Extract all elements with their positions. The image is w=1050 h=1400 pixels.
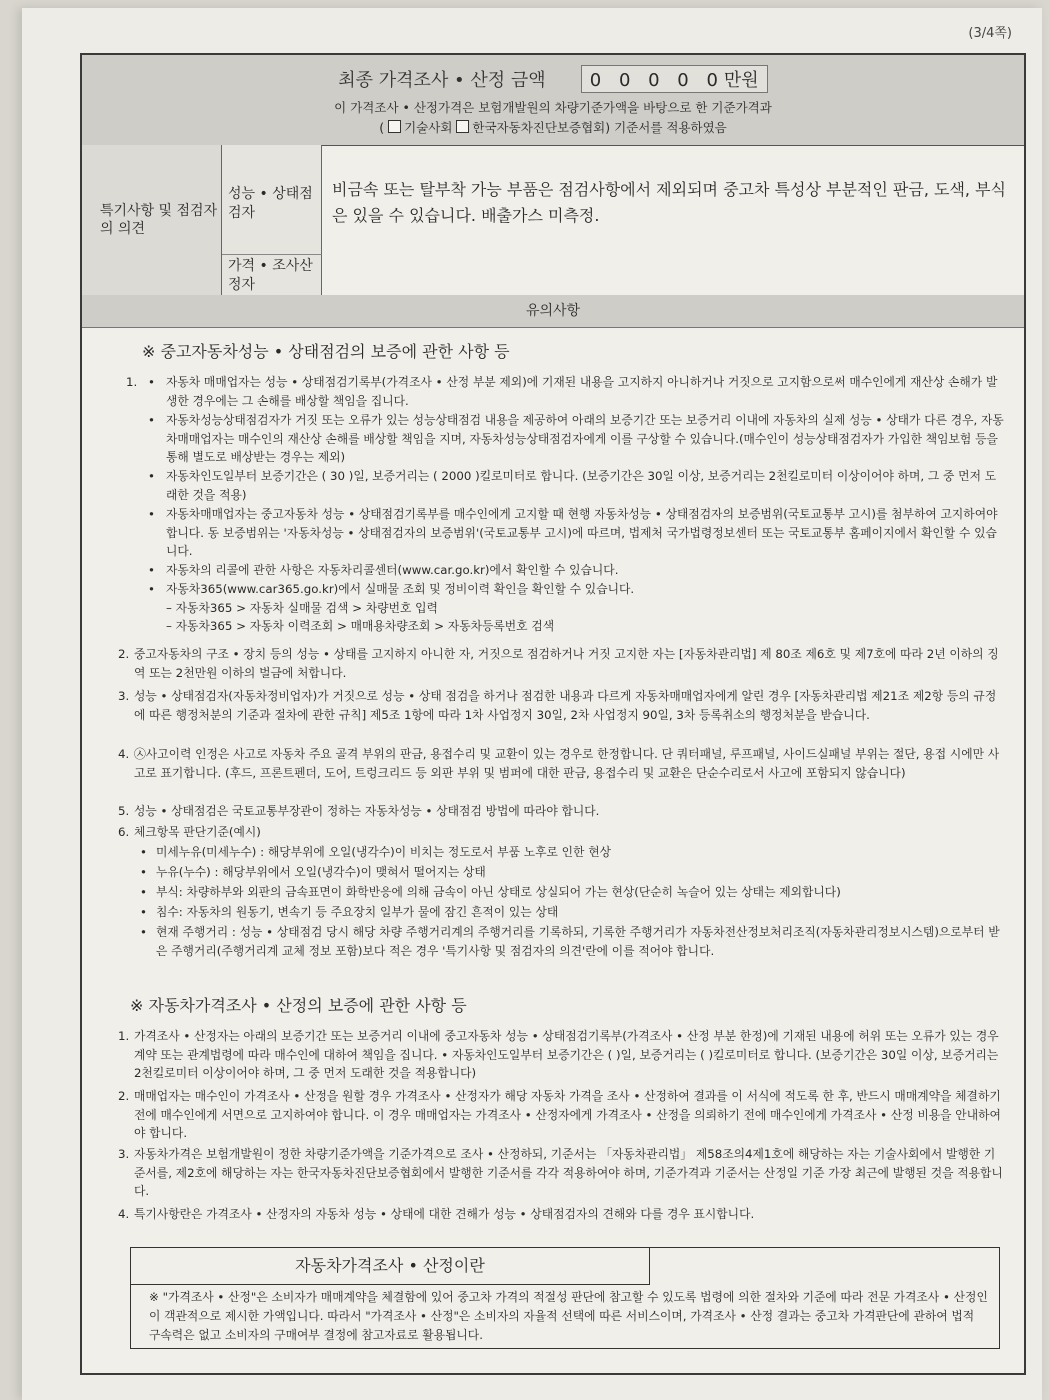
bullet-dot: • [148, 507, 155, 521]
item-number: 1. [126, 375, 138, 389]
section2-item-4 [118, 1205, 1006, 1224]
section1-item-4 [118, 745, 1006, 782]
notice-title: 유의사항 [82, 295, 1024, 328]
section2-item-3 [118, 1145, 1006, 1201]
item-text: ㉦사고이력 인정은 사고로 자동차 주요 골격 부위의 판금, 용접수리 및 교환이 있는 경우로 한정합니다. 단 쿼터패널, 루프패널, 사이드실패널 부위는 절단, 용접 시에만 사고로 표기합니다. (후드, 프론트펜더, 도어, 트렁크리드 등 외판 부위 및 범퍼에 대한 판금, 용접수리 및 교환은 단순수리로서 사고에 포함되지 않습니다) [134, 747, 1000, 780]
bullet-item [148, 373, 1006, 411]
criteria-text: 부식: 차량하부와 외판의 금속표면이 화학반응에 의해 금속이 아닌 상태로 상실되어 가는 현상(단순히 녹슬어 있는 상태는 제외합니다) [156, 885, 841, 899]
standard-option-diagnosis-association: 한국자동차진단보증협회) [472, 120, 611, 135]
item-number: 3. [118, 1147, 130, 1161]
bullet-dot: • [148, 413, 155, 427]
criteria-item [140, 903, 1006, 923]
bullet-dot: • [140, 845, 147, 859]
appraisal-definition-box [130, 1247, 1000, 1349]
section1-item-1 [126, 373, 1006, 634]
basis-line: 이 가격조사 • 산정가격은 보험개발원의 차량기준가액을 바탕으로 한 기준가격과 [334, 100, 772, 115]
criteria-item [140, 843, 1006, 863]
appraisal-definition-title: 자동차가격조사 • 산정이란 [131, 1248, 650, 1285]
section1-item-3 [118, 687, 1006, 724]
bullet-dot: • [140, 885, 147, 899]
criteria-text: 미세누유(미세누수) : 해당부위에 오일(냉각수)이 비치는 정도로서 부품 노후로 인한 현상 [156, 845, 611, 859]
criteria-item [140, 883, 1006, 903]
checkbox-technical-society[interactable] [388, 120, 401, 133]
bullet-text: 자동차 매매업자는 성능 • 상태점검기록부(가격조사 • 산정 부분 제외)에 기재된 내용을 고지하지 아니하거나 거짓으로 고지함으로써 매수인에게 재산상 손해가 발생한 경우에는 그 손해를 배상할 책임을 집니다. [166, 375, 998, 408]
item-text: 매매업자는 매수인이 가격조사 • 산정을 원할 경우 가격조사 • 산정자가 해당 자동차 가격을 조사 • 산정하여 결과를 이 서식에 적도록 한 후, 반드시 매매계약을 체결하기 전에 매수인에게 서면으로 고지하여야 합니다. 이 경우 매매업자는 가격조사 • 산정자에게 가격조사 • 산정을 의뢰하기 전에 매수인에게 가격조사 • 산정 비용을 안내하여야 합니다. [134, 1089, 1001, 1141]
section1-title: ※ 중고자동차성능 • 상태점검의 보증에 관한 사항 등 [142, 342, 510, 361]
item-number: 4. [118, 747, 130, 761]
bullet-dot: • [140, 865, 147, 879]
page-number: (3/4쪽) [968, 26, 1012, 41]
bullet-item [148, 467, 1006, 505]
item-number: 4. [118, 1207, 130, 1221]
criteria-item [140, 923, 1006, 960]
appraiser-label: 가격 • 조사산정자 [222, 255, 322, 295]
item-text: 체크항목 판단기준(예시) [134, 825, 261, 839]
item-number: 3. [118, 689, 130, 703]
bullet-item [148, 411, 1006, 467]
bullet-dot: • [140, 905, 147, 919]
criteria-text: 누유(누수) : 해당부위에서 오일(냉각수)이 맺혀서 떨어지는 상태 [156, 865, 486, 879]
criteria-list [140, 843, 1006, 960]
standard-open-paren: ( [379, 120, 385, 135]
bullet-text: 자동차인도일부터 보증기간은 ( 30 )일, 보증거리는 ( 2000 )킬로미터로 합니다. (보증기간은 30일 이상, 보증거리는 2천킬로미터 이상이어야 하며, 그 중 먼저 도래한 것을 적용) [166, 469, 997, 502]
bullet-dot: • [148, 563, 155, 577]
item-number: 5. [118, 804, 130, 818]
item-text: 성능 • 상태점검은 국토교통부장관이 정하는 자동차성능 • 상태점검 방법에 따라야 합니다. [134, 804, 600, 818]
item-text: 가격조사 • 산정자는 아래의 보증기간 또는 보증거리 이내에 중고자동차 성능 • 상태점검기록부(가격조사 • 산정 부분 한정)에 기재된 내용에 허위 또는 오류가 있는 경우 계약 또는 관계법령에 따라 매수인에 대하여 책임을 집니다. • 자동차인도일부터 보증기간은 ( )일, 보증거리는 ( )킬로미터로 합니다. (보증기간은 30일 이상, 보증거리는 2천킬로미터 이상이어야 하며, 그 중 먼저 도래한 것을 적용합니다) [134, 1029, 999, 1081]
final-price-digits: 0 0 0 0 0 [589, 70, 724, 91]
item-text: 성능 • 상태점검자(자동차정비업자)가 거짓으로 성능 • 상태 점검을 하거나 점검한 내용과 다르게 자동차매매업자에게 알린 경우 [자동차관리법 제21조 제2항 등의 규정에 따른 행정처분의 기준과 절차에 관한 규칙] 제5조 1항에 따라 1차 사업정지 30일, 2차 사업정지 90일, 3차 등록취소의 행정처분을 받습니다. [134, 689, 997, 722]
item-text: 자동차가격은 보험개발원이 정한 차량기준가액을 기준가격으로 조사 • 산정하되, 기준서는 「자동차관리법」 제58조의4제1호에 해당하는 자는 기술사회에서 발행한 기준서를, 제2호에 해당하는 자는 한국자동차진단보증협회에서 발행한 기준서를 각각 적용하여야 하며, 기준가격과 기준서는 산정일 기준 가장 최근에 발행된 것을 적용합니다. [134, 1147, 1003, 1199]
criteria-text: 현재 주행거리 : 성능 • 상태점검 당시 해당 차량 주행거리계의 주행거리를 기록하되, 기록한 주행거리가 자동차전산정보처리조직(자동차관리정보시스템)으로부터 받은 주행거리(주행거리계 교체 정보 포함)보다 적은 경우 '특기사항 및 점검자의 의견'란에 이를 적어야 합니다. [156, 925, 1000, 958]
appraisal-definition-text: ※ "가격조사 • 산정"은 소비자가 매매계약을 체결함에 있어 중고차 가격의 적절성 판단에 참고할 수 있도록 법령에 의한 절차와 기준에 따라 전문 가격조사 • 산정인이 객관적으로 제시한 가액입니다. 따라서 "가격조사 • 산정"은 소비자의 자율적 선택에 따른 서비스이며, 가격조사 • 산정 결과는 중고차 가격판단에 관하여 법적 구속력은 없고 소비자의 구매여부 결정에 참고자료로 활용됩니다. [149, 1290, 988, 1342]
section1-item-5 [118, 802, 1006, 821]
form-frame [80, 53, 1026, 1375]
checkbox-diagnosis-association[interactable] [456, 120, 469, 133]
bullet-dot: • [140, 925, 147, 939]
section1-item-6 [118, 823, 1006, 842]
item-number: 6. [118, 825, 130, 839]
section2-item-1 [118, 1027, 1006, 1083]
bullet-dot: • [148, 469, 155, 483]
bullet-item [148, 580, 1006, 636]
final-price-band [82, 55, 1024, 146]
standard-option-technical-society: 기술사회 [404, 120, 453, 135]
item-text: 중고자동차의 구조 • 장치 등의 성능 • 상태를 고지하지 아니한 자, 거짓으로 점검하거나 거짓 고지한 자는 [자동차관리법] 제 80조 제6호 및 제7호에 따라 2년 이하의 징역 또는 2천만원 이하의 벌금에 처합니다. [134, 647, 999, 680]
standard-line [82, 118, 1024, 136]
bullet-dot: • [148, 375, 155, 389]
opinion-main-label: 특기사항 및 점검자의 의견 [82, 145, 222, 295]
section1-item-2 [118, 645, 1006, 682]
bullet-text: 자동차365(www.car365.go.kr)에서 실매물 조회 및 정비이력 확인을 확인할 수 있습니다. – 자동차365 > 자동차 실매물 검색 > 차량번호 입력 – 자동차365 > 자동차 이력조회 > 매매용차량조회 > 자동차등록번호 검색 [166, 582, 635, 634]
item-number: 2. [118, 1089, 130, 1103]
bullet-text: 자동차성능상태점검자가 거짓 또는 오류가 있는 성능상태점검 내용을 제공하여 아래의 보증기간 또는 보증거리 이내에 자동차의 실제 성능 • 상태가 다른 경우, 자동차매매업자는 매수인의 재산상 손해를 배상할 책임을 지며, 자동차성능상태점검자에게 이를 구상할 수 있습니다.(매수인이 성능상태점검자가 가입한 책임보험 등을 통해 별도로 배상받는 경우는 제외) [166, 413, 1004, 465]
section2-title: ※ 자동차가격조사 • 산정의 보증에 관한 사항 등 [130, 996, 467, 1015]
inspector-label: 성능 • 상태점검자 [222, 145, 322, 255]
standard-suffix: 기준서를 적용하였음 [614, 120, 727, 135]
bullet-item [148, 505, 1006, 561]
criteria-text: 침수: 자동차의 원동기, 변속기 등 주요장치 일부가 물에 잠긴 흔적이 있는 상태 [156, 905, 559, 919]
bullet-dot: • [148, 582, 155, 596]
opinion-section [82, 145, 1024, 296]
document-sheet [22, 8, 1042, 1400]
final-price-label: 최종 가격조사 • 산정 금액 [338, 70, 546, 91]
bullet-text: 자동차매매업자는 중고자동차 성능 • 상태점검기록부를 매수인에게 고지할 때 현행 자동차성능 • 상태점검자의 보증범위(국토교통부 고시)를 첨부하여 고지하여야 합니다. 동 보증범위는 '자동차성능 • 상태점검자의 보증범위'(국토교통부 고시)에 따르며, 법제처 국가법령정보센터 또는 국토교통부 홈페이지에서 확인할 수 있습니다. [166, 507, 998, 559]
final-price-unit: 만원 [723, 70, 759, 91]
final-price-row [82, 65, 1024, 93]
bullet-list [148, 373, 1006, 636]
section2-item-2 [118, 1087, 1006, 1143]
item-number: 1. [118, 1029, 130, 1043]
item-number: 2. [118, 647, 130, 661]
final-price-amount [581, 65, 768, 93]
criteria-item [140, 863, 1006, 883]
inspector-opinion-text: 비금속 또는 탈부착 가능 부품은 점검사항에서 제외되며 중고차 특성상 부분적인 판금, 도색, 부식은 있을 수 있습니다. 배출가스 미측정. [332, 180, 1006, 225]
item-text: 특기사항란은 가격조사 • 산정자의 자동차 성능 • 상태에 대한 견해가 성능 • 상태점검자의 견해와 다를 경우 표시합니다. [134, 1207, 755, 1221]
bullet-text: 자동차의 리콜에 관한 사항은 자동차리콜센터(www.car.go.kr)에서 확인할 수 있습니다. [166, 563, 619, 577]
bullet-item [148, 561, 1006, 580]
